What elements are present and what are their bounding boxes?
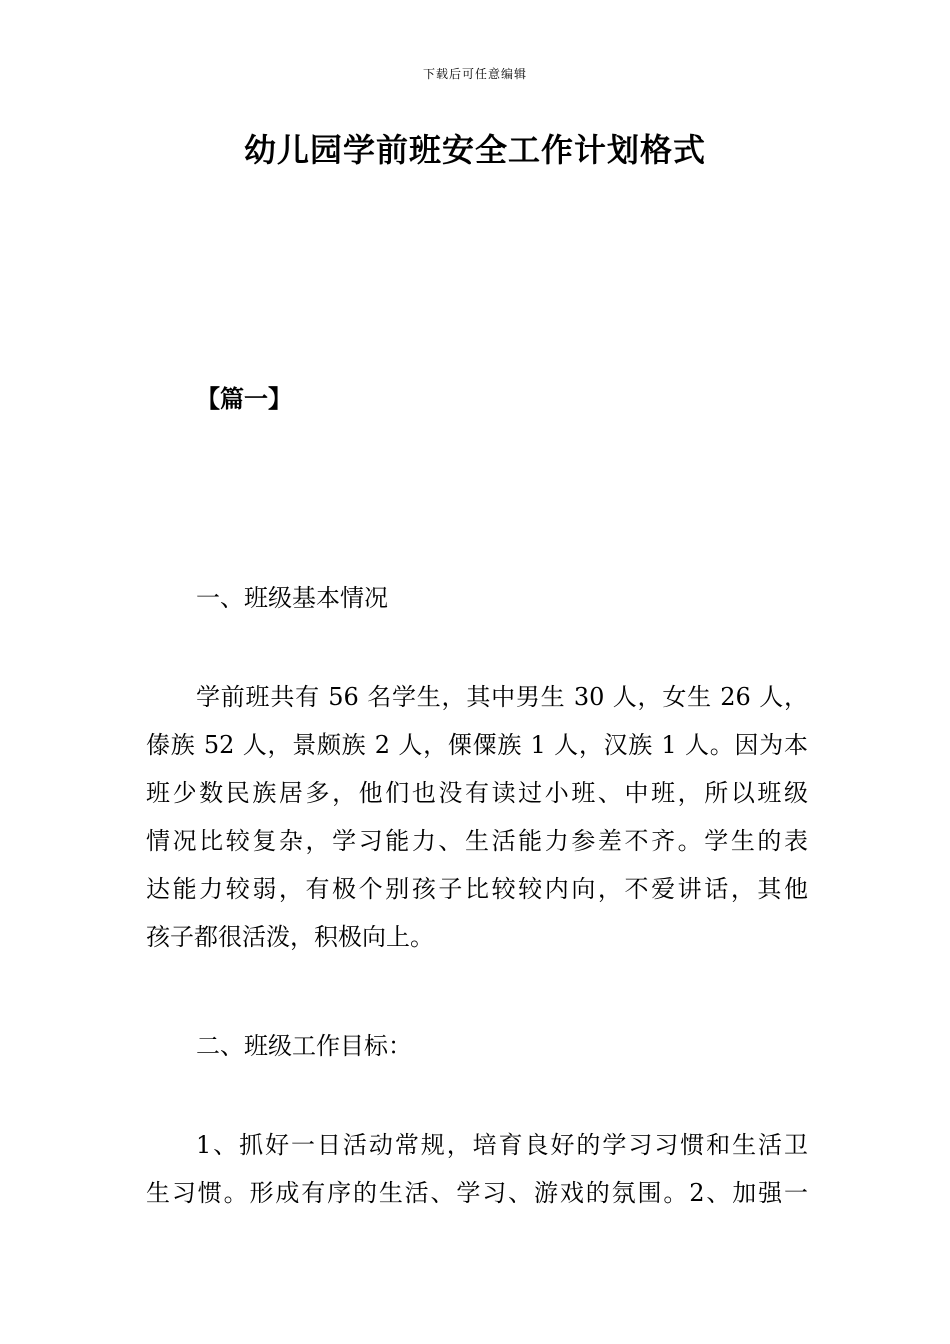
paragraph-work-goals — [146, 1121, 808, 1217]
document-title: 幼儿园学前班安全工作计划格式 — [243, 131, 706, 169]
paragraph-line: 1、抓好一日活动常规，培育良好的学习习惯和生活卫 — [196, 1131, 808, 1159]
paragraph-basic-situation — [146, 673, 808, 961]
paragraph-line: 学前班共有 56 名学生，其中男生 30 人，女生 26 人， — [196, 683, 808, 711]
paragraph-line: 班少数民族居多，他们也没有读过小班、中班，所以班级 — [146, 779, 808, 807]
paragraph-line: 傣族 52 人，景颇族 2 人，傈僳族 1 人，汉族 1 人。因为本 — [146, 731, 808, 759]
paragraph-line: 生习惯。形成有序的生活、学习、游戏的氛围。2、加强一 — [146, 1179, 808, 1207]
paragraph-line: 情况比较复杂，学习能力、生活能力参差不齐。学生的表 — [146, 827, 808, 855]
paragraph-line: 孩子都很活泼，积极向上。 — [146, 923, 434, 951]
section-mark: 【篇一】 — [196, 385, 292, 413]
heading-basic-situation: 一、班级基本情况 — [196, 584, 388, 612]
paragraph-line: 达能力较弱，有极个别孩子比较较内向，不爱讲话，其他 — [146, 875, 808, 903]
header-note: 下载后可任意编辑 — [422, 67, 527, 81]
heading-work-goals: 二、班级工作目标： — [196, 1032, 412, 1060]
